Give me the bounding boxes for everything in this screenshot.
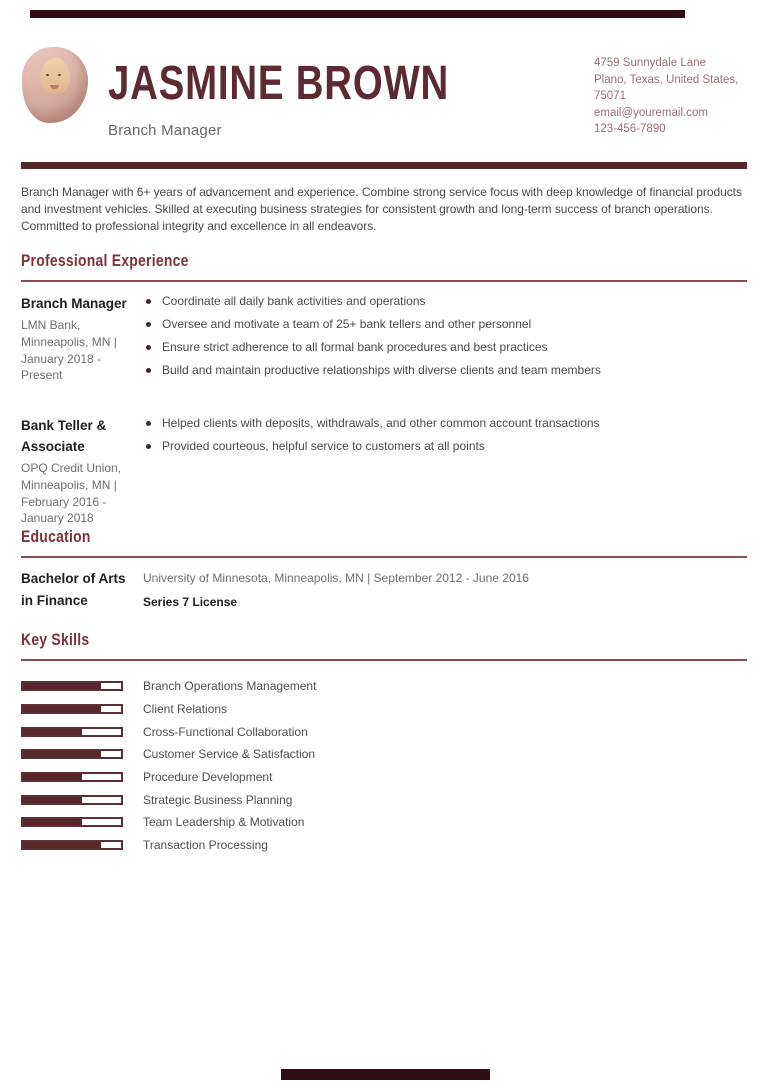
bullet-item: Build and maintain productive relationships with diverse clients and team members: [141, 362, 747, 379]
skill-level-bar: [21, 795, 123, 805]
skill-level-fill: [23, 751, 101, 757]
contact-line: 4759 Sunnydale Lane: [594, 57, 706, 69]
bullet-item: Oversee and motivate a team of 25+ bank tellers and other personnel: [141, 316, 747, 333]
bullet-item: Ensure strict adherence to all formal bank procedures and best practices: [141, 339, 747, 356]
bottom-accent-bar: [281, 1069, 490, 1080]
skill-label: Cross-Functional Collaboration: [143, 724, 308, 739]
skill-label: Customer Service & Satisfaction: [143, 747, 316, 762]
skill-label: Team Leadership & Motivation: [143, 815, 305, 830]
section-education-title: Education: [21, 527, 91, 546]
contact-line: Plano, Texas, United States,: [594, 73, 739, 86]
skill-row: [21, 788, 747, 811]
skill-level-fill: [23, 819, 82, 825]
skill-row: [21, 766, 747, 789]
skill-label: Client Relations: [143, 702, 228, 717]
skill-label: Branch Operations Management: [143, 679, 317, 694]
skill-row: [21, 811, 747, 834]
skill-level-bar: [21, 840, 123, 850]
experience-section: [21, 293, 747, 557]
skill-level-bar: [21, 817, 123, 827]
job-title: Branch Manager: [21, 296, 127, 311]
skill-row: [21, 720, 747, 743]
profile-photo: [22, 47, 88, 123]
candidate-name: JASMINE BROWN: [108, 57, 450, 110]
education-entry: [21, 568, 747, 612]
skill-row: [21, 675, 747, 698]
skill-level-fill: [23, 842, 101, 848]
header-divider: [21, 162, 747, 169]
education-meta: University of Minnesota, Minneapolis, MN | September 2012 - June 2016: [143, 571, 529, 585]
bullet-item: Coordinate all daily bank activities and operations: [141, 293, 747, 310]
top-accent-bar: [30, 10, 685, 18]
skill-level-fill: [23, 683, 101, 689]
skills-section: [21, 675, 747, 857]
contact-email[interactable]: email@youremail.com: [594, 106, 708, 119]
skill-level-fill: [23, 729, 82, 735]
skill-level-fill: [23, 706, 101, 712]
skill-label: Transaction Processing: [143, 838, 268, 853]
experience-left-column: [21, 415, 141, 527]
job-bullets: [141, 415, 747, 527]
section-skills-title: Key Skills: [21, 630, 90, 649]
section-experience-title: Professional Experience: [21, 251, 189, 270]
skill-label: Strategic Business Planning: [143, 792, 293, 807]
experience-entry: [21, 415, 747, 527]
bullet-item: Provided courteous, helpful service to customers at all points: [141, 438, 747, 455]
section-experience-heading: [21, 252, 747, 282]
skill-level-fill: [23, 774, 82, 780]
job-meta: OPQ Credit Union, Minneapolis, MN | February 2016 - January 2018: [21, 461, 122, 526]
skill-row: [21, 743, 747, 766]
education-detail: Series 7 License: [143, 595, 238, 609]
summary-paragraph: Branch Manager with 6+ years of advancement and experience. Combine strong service focus with deep knowledge of financial products and investment vehicles. Skilled at executing business strategies for consistent growth and long-term success of branch operations. Committed to professional integrity and excellence in all endeavors.: [21, 185, 742, 234]
experience-entry: [21, 293, 747, 385]
skill-row: [21, 834, 747, 857]
section-skills-heading: [21, 631, 747, 661]
contact-line: 75071: [594, 90, 626, 103]
degree-name: Bachelor of Arts in Finance: [21, 571, 126, 608]
bullet-item: Helped clients with deposits, withdrawals, and other common account transactions: [141, 415, 747, 432]
skill-row: [21, 698, 747, 721]
skill-level-bar: [21, 772, 123, 782]
job-bullets: [141, 293, 747, 385]
job-title: Bank Teller & Associate: [21, 418, 107, 454]
contact-block: [594, 55, 754, 138]
skill-level-bar: [21, 749, 123, 759]
skill-label: Procedure Development: [143, 770, 273, 785]
experience-left-column: [21, 293, 141, 385]
skill-level-bar: [21, 704, 123, 714]
job-meta: LMN Bank, Minneapolis, MN | January 2018 - Present: [21, 318, 117, 383]
skill-level-fill: [23, 797, 82, 803]
skill-level-bar: [21, 681, 123, 691]
skill-level-bar: [21, 727, 123, 737]
section-education-heading: [21, 528, 747, 558]
candidate-title: Branch Manager: [108, 122, 222, 139]
contact-line: 123-456-7890: [594, 123, 666, 136]
